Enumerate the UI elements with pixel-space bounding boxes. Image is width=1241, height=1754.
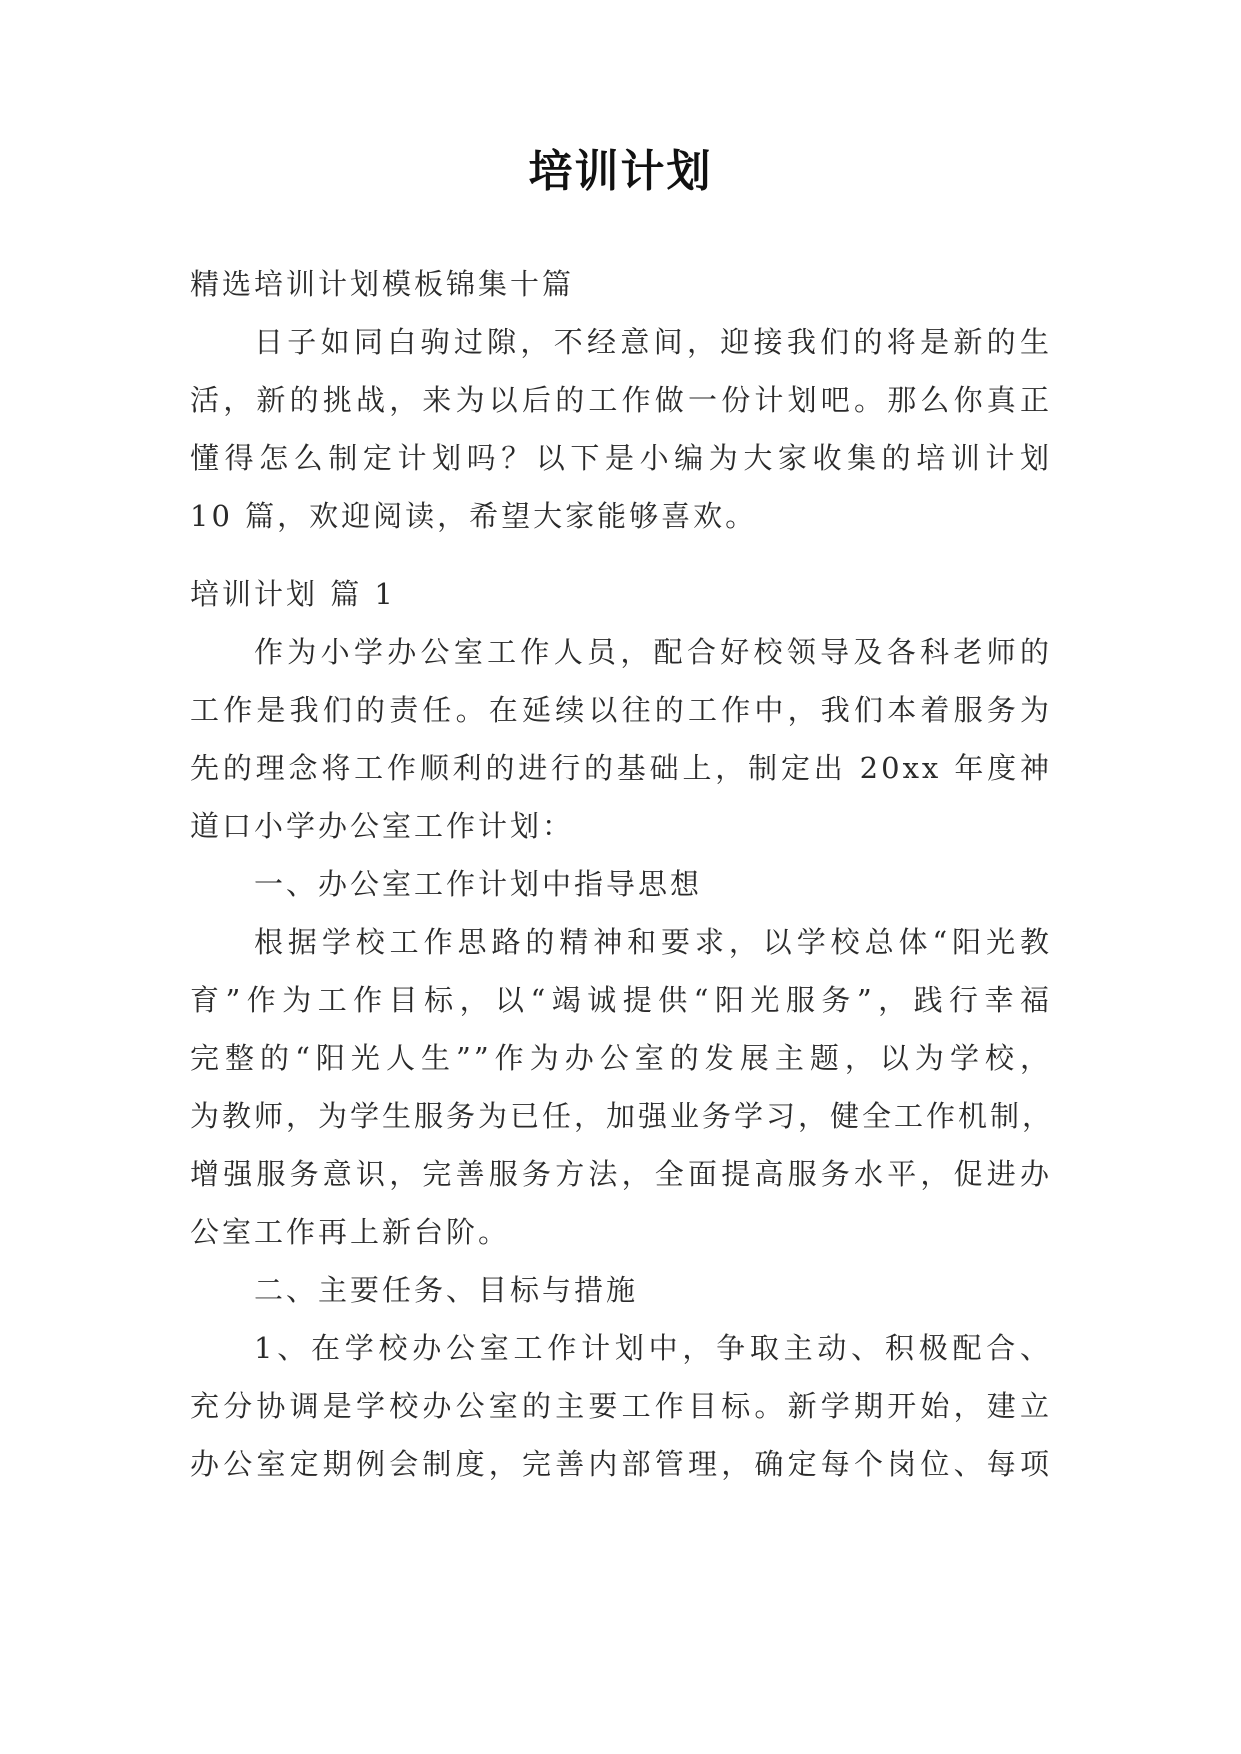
paragraph-line: 办公室定期例会制度，完善内部管理，确定每个岗位、每项 bbox=[190, 1447, 1052, 1481]
paragraph-line: 增强服务意识，完善服务方法，全面提高服务水平，促进办 bbox=[190, 1157, 1052, 1191]
paragraph-line: 育”作为工作目标，以“竭诚提供“阳光服务”，践行幸福 bbox=[190, 983, 1052, 1017]
paragraph-line: 道口小学办公室工作计划： bbox=[190, 809, 575, 843]
paragraph-line: 1、在学校办公室工作计划中，争取主动、积极配合、 bbox=[254, 1331, 1052, 1365]
subheading-main-tasks: 二、主要任务、目标与措施 bbox=[254, 1273, 639, 1307]
paragraph-line: 根据学校工作思路的精神和要求，以学校总体“阳光教 bbox=[254, 925, 1052, 959]
paragraph-line: 公室工作再上新台阶。 bbox=[190, 1215, 511, 1249]
paragraph-line: 完整的“阳光人生””作为办公室的发展主题，以为学校， bbox=[190, 1041, 1052, 1075]
section-heading: 培训计划 篇 1 bbox=[190, 577, 396, 611]
intro-block bbox=[190, 255, 1052, 545]
section-block bbox=[190, 565, 1055, 1493]
paragraph-line: 为教师，为学生服务为已任，加强业务学习，健全工作机制， bbox=[190, 1099, 1055, 1133]
intro-line: 日子如同白驹过隙，不经意间，迎接我们的将是新的生 bbox=[254, 325, 1052, 359]
document-title: 培训计划 bbox=[528, 146, 713, 197]
intro-line: 活，新的挑战，来为以后的工作做一份计划吧。那么你真正 bbox=[190, 383, 1052, 417]
subheading-guiding-thought: 一、办公室工作计划中指导思想 bbox=[254, 867, 703, 901]
paragraph-line: 充分协调是学校办公室的主要工作目标。新学期开始，建立 bbox=[190, 1389, 1052, 1423]
subtitle: 精选培训计划模板锦集十篇 bbox=[190, 267, 575, 301]
paragraph-line: 作为小学办公室工作人员，配合好校领导及各科老师的 bbox=[254, 635, 1052, 669]
paragraph-line: 工作是我们的责任。在延续以往的工作中，我们本着服务为 bbox=[190, 693, 1052, 727]
paragraph-line: 先的理念将工作顺利的进行的基础上，制定出 20xx 年度神 bbox=[190, 751, 1052, 785]
intro-line: 10 篇，欢迎阅读，希望大家能够喜欢。 bbox=[190, 499, 758, 533]
intro-line: 懂得怎么制定计划吗？以下是小编为大家收集的培训计划 bbox=[190, 441, 1052, 475]
